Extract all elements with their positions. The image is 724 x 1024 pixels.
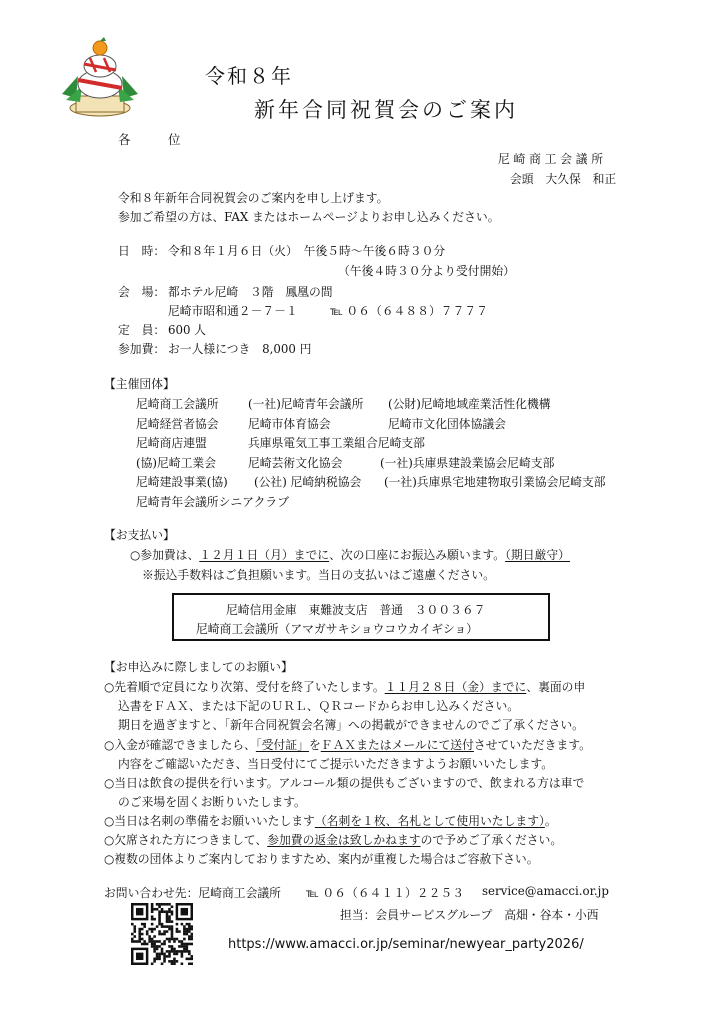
qr-module — [183, 950, 186, 953]
payment-line-1-pre: ○参加費は、 — [130, 548, 200, 562]
datetime-label: 日 時： — [118, 244, 166, 258]
qr-module — [176, 938, 179, 941]
qr-module — [161, 903, 164, 906]
qr-module — [163, 933, 166, 936]
qr-module — [151, 940, 154, 943]
qr-module — [178, 950, 181, 953]
qr-module — [168, 915, 171, 918]
qr-module — [168, 903, 171, 906]
qr-module — [168, 918, 171, 921]
qr-module — [138, 935, 141, 938]
qr-module — [168, 940, 171, 943]
qr-module — [176, 950, 179, 953]
qr-module — [151, 905, 154, 908]
qr-module — [188, 925, 191, 928]
qr-module — [176, 923, 179, 926]
organizer-2-1: 兵庫県電気工事工業組合尼崎支部 — [248, 436, 425, 450]
qr-module — [166, 903, 169, 906]
qr-module — [163, 943, 166, 946]
qr-module — [138, 938, 141, 941]
qr-module — [188, 930, 191, 933]
qr-module — [161, 950, 164, 953]
note-2-mid: を — [308, 738, 321, 752]
qr-module — [143, 925, 146, 928]
qr-module — [131, 933, 134, 936]
qr-module — [171, 930, 174, 933]
note-5-post: ので予めご了承ください。 — [420, 833, 563, 847]
qr-module — [166, 925, 169, 928]
qr-module — [148, 938, 151, 941]
organizer-4-1: (公社) 尼崎納税協会 — [254, 475, 362, 489]
note-1-pre: ○先着順で定員になり次第、受付を終了いたします。 — [104, 680, 385, 694]
qr-module — [183, 928, 186, 931]
note-2-line-1 — [104, 736, 591, 753]
organizer-0-0: 尼崎商工会議所 — [136, 397, 219, 411]
qr-module — [156, 925, 159, 928]
qr-module — [156, 945, 159, 948]
qr-module — [163, 955, 166, 958]
qr-module — [168, 955, 171, 958]
qr-module — [158, 930, 161, 933]
qr-module — [168, 908, 171, 911]
qr-module — [171, 950, 174, 953]
qr-module — [158, 940, 161, 943]
qr-module — [191, 943, 193, 946]
qr-module — [186, 958, 189, 961]
qr-module — [161, 910, 164, 913]
era-year: 令和８年 — [205, 64, 293, 88]
qr-module — [133, 925, 136, 928]
qr-module — [148, 940, 151, 943]
bank-line-2: 尼崎商工会議所（アマガサキショウコウカイギショ） — [196, 622, 479, 636]
qr-module — [143, 940, 146, 943]
payment-strict-note: （期日厳守） — [505, 548, 570, 562]
qr-module — [153, 945, 156, 948]
qr-module — [158, 903, 161, 906]
venue-address: 尼崎市昭和通２－７－１ — [168, 304, 298, 318]
note-3-line-2: のご来場を固くお断りいたします。 — [118, 795, 306, 809]
qr-module — [173, 963, 176, 965]
qr-module — [188, 950, 191, 953]
qr-module — [186, 950, 189, 953]
qr-module — [151, 910, 154, 913]
qr-module — [183, 948, 186, 951]
qr-module — [171, 905, 174, 908]
qr-module — [133, 928, 136, 931]
organizer-0-1: (一社)尼崎青年会議所 — [248, 397, 364, 411]
qr-module — [158, 918, 161, 921]
qr-module — [158, 933, 161, 936]
qr-module — [188, 943, 191, 946]
qr-module — [166, 955, 169, 958]
note-1-post: 、裏面の申 — [526, 680, 586, 694]
qr-module — [173, 958, 176, 961]
qr-module — [168, 920, 171, 923]
qr-module — [188, 928, 191, 931]
qr-module — [166, 938, 169, 941]
qr-module — [143, 943, 146, 946]
qr-module — [151, 923, 154, 926]
qr-module — [161, 943, 164, 946]
organizer-3-1: 尼崎芸術文化協会 — [248, 455, 343, 470]
qr-module — [171, 933, 174, 936]
qr-module — [156, 948, 159, 951]
qr-module — [151, 918, 154, 921]
qr-module — [168, 910, 171, 913]
qr-module — [153, 958, 156, 961]
datetime-value: 令和８年１月６日（火） 午後５時～午後６時３０分 — [168, 244, 446, 258]
payment-deadline: １２月１日（月）までに — [199, 548, 330, 562]
qr-module — [173, 938, 176, 941]
bank-line-1: 尼崎信用金庫 東難波支店 普通 ３００３６７ — [226, 603, 486, 617]
qr-module — [163, 940, 166, 943]
qr-module — [188, 963, 191, 965]
qr-module — [168, 928, 171, 931]
qr-finder-center — [136, 908, 143, 915]
organizer-3-0: (協)尼崎工業会 — [136, 455, 216, 470]
qr-module — [181, 945, 184, 948]
organizers-table — [136, 395, 636, 515]
organizers-heading: 【主催団体】 — [104, 377, 175, 391]
qr-module — [166, 910, 169, 913]
qr-module — [156, 958, 159, 961]
qr-module — [186, 923, 189, 926]
qr-module — [141, 943, 144, 946]
addressee: 各 位 — [118, 132, 181, 147]
qr-module — [153, 960, 156, 963]
qr-module — [151, 938, 154, 941]
contact-tel: ℡ ０６（６４１１）２２５３ — [306, 886, 464, 900]
qr-module — [188, 938, 191, 941]
qr-module — [171, 920, 174, 923]
qr-module — [181, 955, 184, 958]
qr-module — [163, 910, 166, 913]
qr-module — [171, 910, 174, 913]
qr-module — [191, 963, 193, 965]
qr-module — [191, 938, 193, 941]
note-1-deadline: １１月２８日（金）までに — [384, 680, 527, 694]
qr-module — [191, 933, 193, 936]
qr-module — [148, 935, 151, 938]
qr-module — [163, 953, 166, 956]
qr-module — [168, 960, 171, 963]
qr-module — [163, 903, 166, 906]
qr-module — [166, 920, 169, 923]
qr-module — [166, 918, 169, 921]
qr-module — [161, 908, 164, 911]
qr-module — [151, 945, 154, 948]
kagami-mochi-illustration — [56, 36, 144, 124]
qr-module — [186, 930, 189, 933]
qr-module — [146, 930, 149, 933]
qr-module — [186, 943, 189, 946]
qr-module — [153, 908, 156, 911]
intro-line-1: 令和８年新年合同祝賀会のご案内を申し上げます。 — [118, 191, 389, 205]
note-4-pre: ○当日は名刺の準備をお願いいたします — [104, 814, 315, 828]
qr-module — [176, 953, 179, 956]
qr-module — [166, 950, 169, 953]
qr-code[interactable] — [131, 903, 193, 965]
payment-line-2: ※振込手数料はご負担願います。当日の支払いはご遠慮ください。 — [142, 568, 495, 582]
intro-line-2: 参加ご希望の方は、FAX またはホームページよりお申し込みください。 — [118, 210, 500, 224]
qr-module — [191, 955, 193, 958]
qr-module — [166, 913, 169, 916]
note-4-business-card: （名刺を１枚、名札として使用いたします） — [314, 814, 545, 828]
qr-module — [188, 935, 191, 938]
qr-module — [181, 923, 184, 926]
qr-module — [181, 940, 184, 943]
note-5-pre: ○欠席された方につきまして、 — [104, 833, 268, 847]
qr-module — [133, 935, 136, 938]
venue-tel: ℡ ０６（６４８８）７７７７ — [330, 304, 488, 318]
qr-module — [168, 950, 171, 953]
qr-module — [171, 948, 174, 951]
payment-line-1 — [130, 546, 570, 563]
bank-account-box — [172, 593, 550, 641]
note-2-pre: ○入金が確認できましたら、 — [104, 738, 256, 752]
qr-module — [158, 923, 161, 926]
qr-module — [186, 948, 189, 951]
venue-label: 会 場： — [118, 285, 166, 299]
fee-value: お一人様につき 8,000 円 — [168, 342, 312, 356]
qr-module — [141, 933, 144, 936]
qr-module — [153, 928, 156, 931]
qr-module — [158, 913, 161, 916]
payment-line-1-mid: 、次の口座にお振込み願います。 — [329, 548, 506, 562]
qr-module — [173, 960, 176, 963]
qr-module — [171, 925, 174, 928]
organizer-4-0: 尼崎建設事業(協) — [136, 475, 228, 489]
qr-module — [178, 945, 181, 948]
note-1-line-3: 期日を過ぎますと、「新年合同祝賀会名簿」への掲載ができませんのでご了承ください。 — [118, 718, 584, 732]
qr-module — [183, 925, 186, 928]
qr-module — [188, 958, 191, 961]
qr-module — [141, 928, 144, 931]
qr-module — [153, 935, 156, 938]
qr-module — [188, 923, 191, 926]
organizer-1-0: 尼崎経営者協会 — [136, 416, 219, 431]
qr-module — [151, 908, 154, 911]
capacity-value: 600 人 — [168, 323, 207, 337]
qr-module — [158, 905, 161, 908]
notes-heading: 【お申込みに際しましてのお願い】 — [104, 660, 293, 674]
qr-module — [131, 923, 134, 926]
note-5 — [104, 831, 562, 848]
note-2-post: させていただきます。 — [473, 738, 591, 752]
organizer-2-0: 尼崎商店連盟 — [136, 436, 207, 450]
qr-module — [191, 935, 193, 938]
qr-module — [133, 930, 136, 933]
qr-module — [166, 930, 169, 933]
note-4-post: 。 — [544, 814, 557, 828]
qr-module — [173, 950, 176, 953]
note-1-line-1 — [104, 678, 585, 695]
qr-module — [168, 953, 171, 956]
qr-module — [168, 925, 171, 928]
qr-module — [151, 915, 154, 918]
qr-module — [153, 943, 156, 946]
contact-staff: 担当：会員サービスグループ 高畑・谷本・小西 — [340, 908, 599, 922]
contact-email[interactable]: service@amacci.or.jp — [482, 884, 609, 898]
registration-url[interactable]: https://www.amacci.or.jp/seminar/newyear_party2026/ — [228, 937, 584, 952]
qr-module — [173, 953, 176, 956]
qr-module — [146, 943, 149, 946]
qr-module — [178, 930, 181, 933]
qr-module — [158, 958, 161, 961]
organizer-3-2: (一社)兵庫県建設業協会尼崎支部 — [380, 455, 555, 470]
qr-module — [136, 940, 139, 943]
qr-module — [138, 930, 141, 933]
qr-module — [161, 953, 164, 956]
qr-module — [176, 960, 179, 963]
sender-person: 会頭 大久保 和正 — [510, 172, 617, 186]
qr-module — [151, 930, 154, 933]
qr-module — [153, 940, 156, 943]
qr-module — [143, 923, 146, 926]
qr-module — [153, 950, 156, 953]
qr-module — [141, 938, 144, 941]
qr-module — [156, 953, 159, 956]
organizer-4-2: (一社)兵庫県宅地建物取引業協会尼崎支部 — [384, 475, 606, 489]
qr-module — [171, 938, 174, 941]
qr-module — [166, 915, 169, 918]
qr-module — [176, 930, 179, 933]
qr-module — [183, 930, 186, 933]
qr-module — [178, 940, 181, 943]
qr-module — [188, 953, 191, 956]
qr-module — [163, 958, 166, 961]
qr-module — [131, 940, 134, 943]
note-5-no-refund: 参加費の返金は致しかねます — [267, 833, 421, 847]
qr-finder-center — [136, 953, 143, 960]
qr-module — [186, 933, 189, 936]
note-6: ○複数の団体よりご案内しておりますため、案内が重複した場合はご容赦下さい。 — [104, 852, 539, 866]
qr-module — [151, 943, 154, 946]
note-2-receipt: 「受付証」 — [255, 738, 309, 752]
qr-module — [148, 928, 151, 931]
qr-module — [171, 963, 174, 965]
qr-module — [173, 948, 176, 951]
qr-module — [138, 928, 141, 931]
organizer-5-0: 尼崎青年会議所シニアクラブ — [136, 494, 290, 509]
qr-module — [191, 958, 193, 961]
venue-value: 都ホテル尼崎 ３階 鳳凰の間 — [168, 285, 333, 299]
qr-module — [151, 903, 154, 906]
capacity-label: 定 員： — [118, 323, 166, 337]
qr-module — [181, 953, 184, 956]
qr-module — [138, 940, 141, 943]
qr-module — [156, 955, 159, 958]
qr-module — [181, 950, 184, 953]
qr-module — [158, 910, 161, 913]
qr-finder-center — [181, 908, 188, 915]
qr-module — [171, 945, 174, 948]
qr-module — [163, 960, 166, 963]
qr-module — [151, 963, 154, 965]
qr-module — [191, 928, 193, 931]
note-2-line-2: 内容をご確認いただき、当日受付にてご提示いただきますようお願いいたします。 — [118, 757, 554, 771]
organizer-1-1: 尼崎市体育協会 — [248, 416, 331, 431]
qr-module — [161, 925, 164, 928]
qr-module — [158, 915, 161, 918]
qr-module — [171, 935, 174, 938]
qr-module — [161, 923, 164, 926]
sender-org: 尼 崎 商 工 会 議 所 — [498, 152, 604, 166]
page-title: 新年合同祝賀会のご案内 — [254, 98, 518, 122]
organizer-1-2: 尼崎市文化団体協議会 — [388, 416, 506, 431]
qr-module — [183, 945, 186, 948]
qr-module — [141, 923, 144, 926]
qr-module — [161, 963, 164, 965]
qr-module — [183, 943, 186, 946]
qr-module — [171, 928, 174, 931]
qr-module — [183, 933, 186, 936]
qr-module — [173, 940, 176, 943]
qr-module — [191, 925, 193, 928]
qr-module — [131, 938, 134, 941]
qr-module — [153, 918, 156, 921]
qr-module — [186, 945, 189, 948]
qr-module — [163, 925, 166, 928]
qr-module — [163, 930, 166, 933]
payment-heading: 【お支払い】 — [104, 528, 175, 542]
qr-module — [151, 928, 154, 931]
note-3-line-1: ○当日は飲食の提供を行います。アルコール類の提供もございますので、飲まれる方は車で — [104, 776, 585, 790]
qr-module — [153, 948, 156, 951]
qr-module — [156, 908, 159, 911]
qr-module — [156, 940, 159, 943]
qr-module — [146, 933, 149, 936]
qr-module — [176, 928, 179, 931]
contact-label: お問い合わせ先：尼崎商工会議所 — [104, 886, 281, 900]
qr-module — [161, 948, 164, 951]
datetime-note: （午後４時３０分より受付開始） — [338, 264, 515, 278]
qr-module — [168, 945, 171, 948]
qr-module — [168, 938, 171, 941]
qr-module — [156, 903, 159, 906]
note-1-line-2: 込書をＦＡＸ、または下記のＵＲＬ、ＱＲコードからお申し込みください。 — [118, 699, 520, 713]
note-4 — [104, 812, 557, 829]
qr-module — [158, 953, 161, 956]
qr-module — [133, 940, 136, 943]
qr-module — [181, 963, 184, 965]
qr-module — [158, 920, 161, 923]
note-2-method: ＦＡＸまたはメールにて送付 — [320, 738, 474, 752]
qr-module — [171, 913, 174, 916]
organizer-0-2: (公財)尼崎地域産業活性化機構 — [388, 397, 551, 411]
qr-module — [158, 945, 161, 948]
qr-module — [186, 928, 189, 931]
qr-module — [138, 933, 141, 936]
qr-module — [158, 955, 161, 958]
qr-module — [161, 933, 164, 936]
qr-module — [171, 960, 174, 963]
qr-module — [183, 938, 186, 941]
fee-label: 参加費： — [118, 342, 166, 356]
qr-module — [181, 943, 184, 946]
